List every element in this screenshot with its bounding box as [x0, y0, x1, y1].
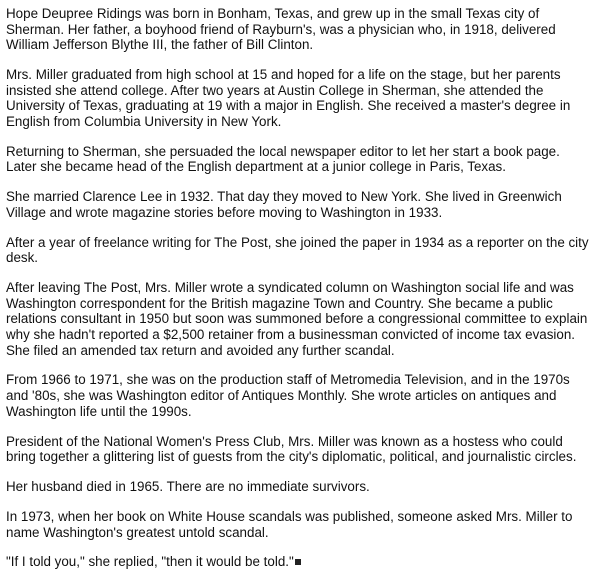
end-mark-icon — [295, 559, 301, 565]
final-quote: "If I told you," she replied, "then it would be told." — [6, 554, 294, 570]
final-paragraph — [6, 554, 594, 570]
paragraph: Returning to Sherman, she persuaded the local newspaper editor to let her start a book page. Later she became head of the English department at a junior college in Paris, Texas. — [6, 143, 560, 175]
paragraph: From 1966 to 1971, she was on the production staff of Metromedia Television, and in the 1970s and '80s, she was Washington editor of Antiques Monthly. She wrote articles on antiques and Washington life until the 1990s. — [6, 372, 570, 419]
paragraph: After leaving The Post, Mrs. Miller wrote a syndicated column on Washington social life and was Washington correspondent for the British magazine Town and Country. She became a public relations consultant in 1950 but soon was summoned before a congressional committee to explain why she hadn't reported a $2,500 retainer from a businessman convicted of income tax evasion. She filed an amended tax return and avoided any further scandal. — [6, 280, 588, 358]
paragraph: Mrs. Miller graduated from high school at 15 and hoped for a life on the stage, but her parents insisted she attend college. After two years at Austin College in Sherman, she attended the University of Texas, graduating at 19 with a major in English. She received a master's degree in English from Columbia University in New York. — [6, 67, 571, 129]
paragraph: In 1973, when her book on White House scandals was published, someone asked Mrs. Miller to name Washington's greatest untold scandal. — [6, 508, 573, 540]
paragraph: She married Clarence Lee in 1932. That day they moved to New York. She lived in Greenwich Village and wrote magazine stories before moving to Washington in 1933. — [6, 189, 562, 220]
paragraph: Hope Deupree Ridings was born in Bonham, Texas, and grew up in the small Texas city of Sherman. Her father, a boyhood friend of Rayburn's, was a physician who, in 1918, delivered William Jefferson Blythe III, the father of Bill Clinton. — [6, 6, 556, 53]
article-body — [6, 6, 594, 570]
paragraph: After a year of freelance writing for The Post, she joined the paper in 1934 as a reporter on the city desk. — [6, 234, 589, 266]
paragraph: President of the National Women's Press Club, Mrs. Miller was known as a hostess who could bring together a glittering list of guests from the city's diplomatic, political, and journalistic circles. — [6, 433, 577, 465]
paragraph: Her husband died in 1965. There are no immediate survivors. — [6, 479, 370, 495]
